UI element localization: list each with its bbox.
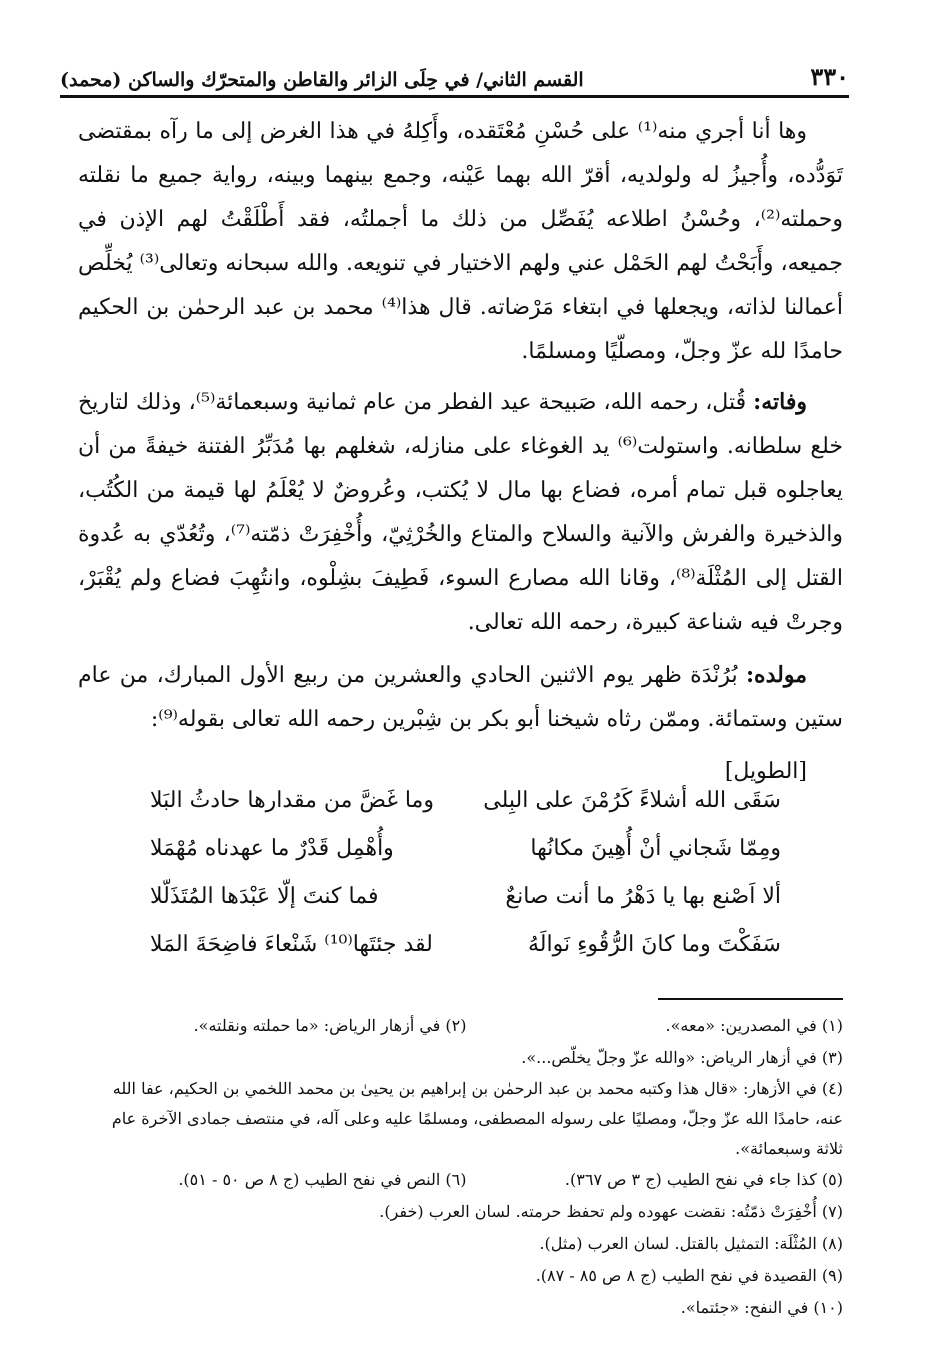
verse-second-hemistich: لقد جئتَها⁽¹⁰⁾ شَنْعاءَ فاضِحَةَ المَلا — [150, 931, 433, 957]
footnote-2: (٢) في أزهار الرياض: «ما حملته ونقلته». — [193, 1016, 467, 1035]
poem-verse — [150, 776, 781, 824]
footnote-6: (٦) النص في نفح الطيب (ج ٨ ص ٥٠ - ٥١). — [178, 1170, 467, 1189]
death-text: قُتل، رحمه الله، صَبيحة عيد الفطر من عام ثمانية وسبعمائة⁽⁵⁾، وذلك لتاريخ خلع سلطانه. واستولت⁽⁶⁾ يد الغوغاء على منازله، شغلهم بها مُدَبِّرُ الفتنة خيفةً من أن يعاجلوه قبل تمام أمره، فضاع بها مال لا يُكتب، وعُروضٌ لا يُعْلَمُ لها قيمة من الكُتُب، والذخيرة والفرش والآنية والسلاح والمتاع والخُرْثِيّ، وأُخْفِرَتْ ذمّته⁽⁷⁾، وتُعُدّي به عُدوة القتل إلى المُثْلَة⁽⁸⁾، وقانا الله مصارع السوء، فَطِيفَ بشِلْوه، وانتُهِبَ فضاع ولم يُقْبَرْ، وجرتْ فيه شناعة كبيرة، رحمه الله تعالى. — [78, 390, 844, 635]
main-text — [78, 110, 843, 802]
footnote-row — [90, 1164, 843, 1196]
death-label: وفاته: — [753, 389, 807, 415]
footnotes — [90, 1010, 843, 1324]
footnote-10: (١٠) في النفح: «جئتما». — [680, 1298, 843, 1317]
footnote-row — [90, 1010, 843, 1042]
poem-verse — [150, 920, 781, 968]
footnote-1: (١) في المصدرين: «معه». — [665, 1016, 843, 1035]
birth-label: مولده: — [745, 662, 807, 688]
paragraph-birth — [78, 653, 843, 742]
verse-second-hemistich: فما كنتَ إلّا عَبْدَها المُتَذَلّلا — [150, 883, 379, 909]
verse-first-hemistich: سَفَكْتَ وما كانَ الرُّقُوءِ نَوالَهُ — [527, 931, 781, 957]
birth-text: بُرُنْدَة ظهر يوم الاثنين الحادي والعشرين من ربيع الأول المبارك، من عام ستين وستمائة. وممّن رثاه شيخنا أبو بكر بن شِبْرين رحمه الله تعالى بقوله⁽⁹⁾: — [78, 663, 843, 732]
poem-verse — [150, 872, 781, 920]
chapter-title: القسم الثاني/ في حِلَى الزائر والقاطن والمتحرّك والساكن (محمد) — [60, 69, 584, 91]
paragraph-death — [78, 380, 843, 645]
footnote-8: (٨) المُثْلَة: التمثيل بالقتل. لسان العرب (مثل). — [539, 1234, 843, 1253]
poem-verse — [150, 824, 781, 872]
footnote-4: (٤) في الأزهار: «قال هذا وكتبه محمد بن عبد الرحمٰن بن إبراهيم بن يحيىٰ بن محمد اللخمي بن الحكيم، عفا الله عنه، حامدًا الله عزّ وجلّ، ومصليًا على رسوله المصطفى، ومسلمًا عليه وعلى آله، في منتصف جمادى الآخرة عام ثلاثة وسبعمائة». — [111, 1079, 843, 1158]
page-number: ٣٣٠ — [810, 62, 849, 91]
verse-first-hemistich: سَقَى الله أشلاءً كَرُمْنَ على البِلى — [483, 787, 781, 813]
running-header — [60, 58, 849, 98]
footnote-9: (٩) القصيدة في نفح الطيب (ج ٨ ص ٨٥ - ٨٧). — [535, 1266, 843, 1285]
footnote-5: (٥) كذا جاء في نفح الطيب (ج ٣ ص ٣٦٧). — [564, 1170, 843, 1189]
poem-meter: [الطويل] — [724, 759, 807, 784]
footnote-3: (٣) في أزهار الرياض: «والله عزّ وجلّ يخلّص...». — [521, 1048, 843, 1067]
verse-first-hemistich: ومِمّا شَجاني أنْ أُهِينَ مكانُها — [530, 835, 781, 861]
footnote-divider — [658, 998, 843, 1000]
verse-first-hemistich: ألا اَصْنع بها يا دَهْرُ ما أنت صانعٌ — [505, 883, 781, 909]
verse-second-hemistich: وما غَضَّ من مقدارها حادثُ البَلا — [150, 787, 434, 813]
footnote-7: (٧) أُخْفِرَتْ ذمّتُه: نقضت عهوده ولم تحفظ حرمته. لسان العرب (خفر). — [379, 1202, 843, 1221]
paragraph-ijaza: وها أنا أجري منه⁽¹⁾ على حُسْنِ مُعْتَقده، وأَكِلهُ في هذا الغرض إلى ما رآه بمقتضى تَوَدُّده، وأُجيزُ له ولولديه، أقرّ الله بهما عَيْنه، وجمع بينهما وبينه، رواية جميع ما نقلته وحملته⁽²⁾، وحُسْنُ اطلاعه يُفَصِّل من ذلك ما أجملتُه، فقد أَطْلَقْتُ لهم الإذن في جميعه، وأَبَحْتُ لهم الحَمْل عني ولهم الاختيار في تنويعه. والله سبحانه وتعالى⁽³⁾ يُخلِّص أعمالنا لذاته، ويجعلها في ابتغاء مَرْضاته. قال هذا⁽⁴⁾ محمد بن عبد الرحمٰن بن الحكيم حامدًا لله عزّ وجلّ، ومصلّيًا ومسلمًا. — [78, 119, 843, 364]
verse-second-hemistich: وأُهْمِل قَدْرٌ ما عهدناه مُهْمَلا — [150, 835, 394, 861]
elegy-poem — [150, 776, 781, 968]
